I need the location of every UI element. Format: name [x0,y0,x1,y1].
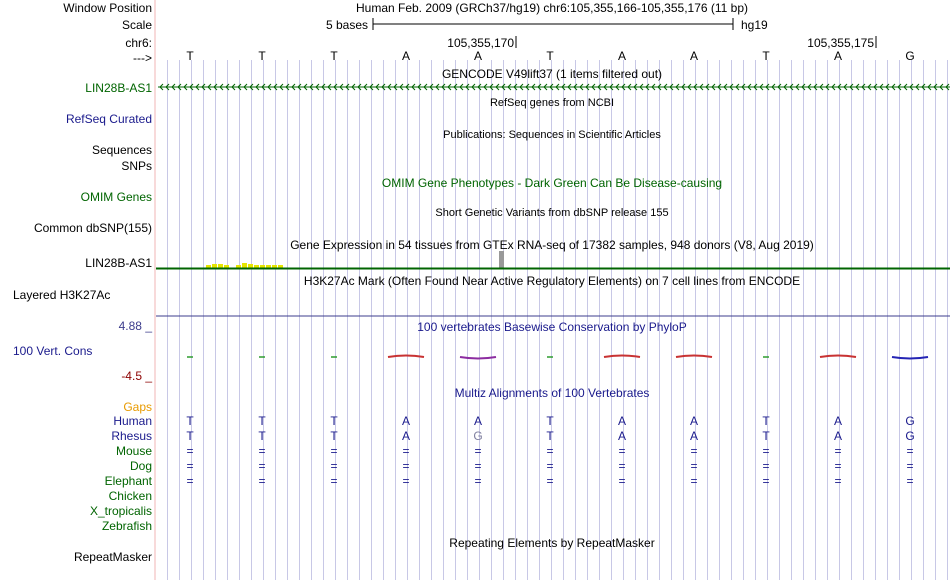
refseq-curated-label[interactable]: RefSeq Curated [65,112,152,126]
snps-label[interactable]: SNPs [121,159,152,173]
gtex-tissue-bar [212,264,217,268]
refseq-track-title[interactable]: RefSeq genes from NCBI [489,97,615,109]
multiz-track-title[interactable]: Multiz Alignments of 100 Vertebrates [454,386,650,400]
strand-label: ---> [133,51,152,65]
species-label-x_tropicalis[interactable]: X_tropicalis [89,504,152,518]
chrom-label: chr6: [125,36,152,50]
scale-bar [373,18,733,30]
phylop-mark [604,356,640,358]
h3k27ac-track-title[interactable]: H3K27Ac Mark (Often Found Near Active Regulatory Elements) on 7 cell lines from ENCODE [303,274,801,288]
gtex-tissue-bar [242,263,247,268]
gtex-tissue-bar [218,264,223,268]
gaps-label[interactable]: Gaps [123,400,152,414]
repeatmasker-track-title[interactable]: Repeating Elements by RepeatMasker [449,536,655,550]
gtex-tissue-bar [248,264,253,268]
omim-track-title[interactable]: OMIM Gene Phenotypes - Dark Green Can Be Disease-causing [381,176,723,190]
gtex-gene-label[interactable]: LIN28B-AS1 [85,256,152,270]
phylop-mark [676,356,712,358]
phylop-conservation-marks [187,356,928,359]
gencode-item-lin28b-as1[interactable]: LIN28B-AS1 [85,81,152,95]
species-label-dog[interactable]: Dog [129,459,152,473]
species-label-rhesus[interactable]: Rhesus [111,429,152,443]
species-label-human[interactable]: Human [113,414,152,428]
species-label-zebrafish[interactable]: Zebrafish [101,519,152,533]
gencode-track-title[interactable]: GENCODE V49lift37 (1 items filtered out) [441,67,663,81]
phylop-mark [388,356,424,358]
window-position-label: Window Position [63,1,152,15]
phylop-mark [820,356,856,358]
phylop-max-label: 4.88 _ [118,319,152,333]
species-label-mouse[interactable]: Mouse [115,444,152,458]
gtex-expression-bars [206,263,283,268]
species-label-elephant[interactable]: Elephant [104,474,152,488]
species-label-chicken[interactable]: Chicken [108,489,152,503]
scale-text: 5 bases [325,18,368,32]
omim-genes-label[interactable]: OMIM Genes [80,190,152,204]
vert-cons-label[interactable]: 100 Vert. Cons [13,344,93,358]
common-dbsnp-label[interactable]: Common dbSNP(155) [33,221,152,235]
publications-track-title[interactable]: Publications: Sequences in Scientific Articles [443,129,661,141]
assembly-label: hg19 [741,18,768,32]
sequences-label[interactable]: Sequences [91,143,152,157]
scale-label: Scale [121,18,152,32]
ruler-position-1: 105,355,170 [447,36,514,50]
gtex-gene-marker [499,251,504,268]
phylop-mark [460,357,496,359]
layered-h3k27ac-label[interactable]: Layered H3K27Ac [13,288,111,302]
dbsnp-track-title[interactable]: Short Genetic Variants from dbSNP release 155 [435,207,669,219]
repeatmasker-label[interactable]: RepeatMasker [73,550,152,564]
phylop-min-label: -4.5 _ [121,369,152,383]
lin28b-as1-gene-line [158,84,950,90]
ruler-position-2: 105,355,175 [807,36,874,50]
phylop-mark [892,357,928,359]
window-position-title: Human Feb. 2009 (GRCh37/hg19) chr6:105,355,166-105,355,176 (11 bp) [355,1,749,15]
gtex-track-title[interactable]: Gene Expression in 54 tissues from GTEx RNA-seq of 17382 samples, 948 donors (V8, Aug 2019) [290,238,814,252]
phylop-track-title[interactable]: 100 vertebrates Basewise Conservation by PhyloP [417,320,687,334]
